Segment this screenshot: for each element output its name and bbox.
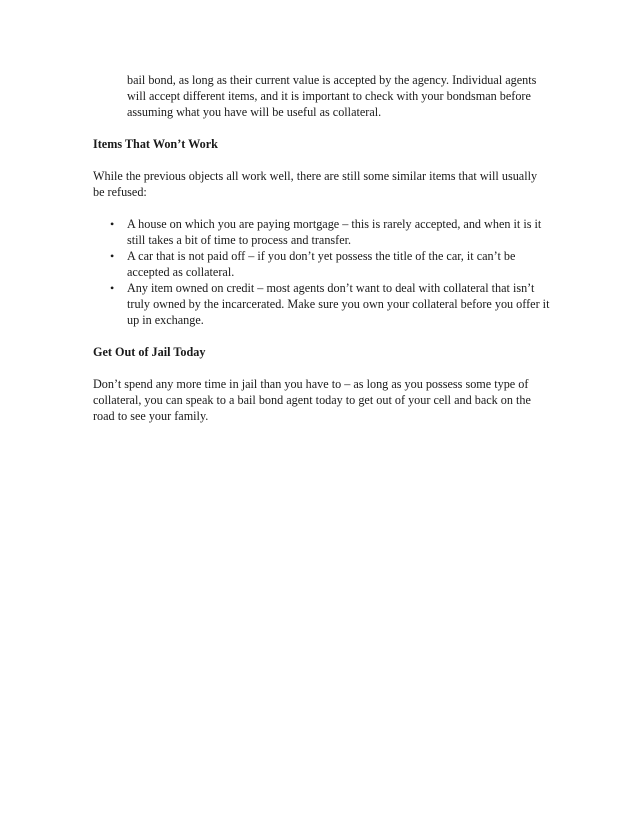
list-item-text: A house on which you are paying mortgage – this is rarely accepted, and when it is it still takes a bit of time to process and transfer. bbox=[127, 217, 542, 247]
bullet-icon: • bbox=[110, 281, 115, 295]
list-item bbox=[93, 248, 553, 280]
page-content bbox=[93, 72, 553, 424]
intro-paragraph: While the previous objects all work well, there are still some similar items that will usually be refused: bbox=[93, 169, 538, 199]
spacer bbox=[93, 360, 553, 376]
spacer bbox=[93, 328, 553, 344]
spacer bbox=[93, 152, 553, 168]
refused-items-list bbox=[93, 216, 553, 328]
list-item-text: Any item owned on credit – most agents don’t want to deal with collateral that isn’t truly owned by the incarcerated. Make sure you own your collateral before you offer it up in exchange. bbox=[127, 281, 550, 327]
list-item bbox=[93, 280, 553, 328]
heading-get-out-of-jail-today: Get Out of Jail Today bbox=[93, 345, 206, 359]
spacer bbox=[93, 120, 553, 136]
heading-items-that-wont-work: Items That Won’t Work bbox=[93, 137, 218, 151]
bullet-icon: • bbox=[110, 249, 115, 263]
bullet-icon: • bbox=[110, 217, 115, 231]
closing-paragraph: Don’t spend any more time in jail than you have to – as long as you possess some type of collateral, you can speak to a bail bond agent today to get out of your cell and back on the road to see your family. bbox=[93, 377, 531, 423]
spacer bbox=[93, 200, 553, 216]
list-item-text: A car that is not paid off – if you don’t yet possess the title of the car, it can’t be accepted as collateral. bbox=[127, 249, 516, 279]
continuation-paragraph: bail bond, as long as their current value is accepted by the agency. Individual agents will accept different items, and it is important to check with your bondsman before assuming what you have will be useful as collateral. bbox=[127, 73, 537, 119]
list-item bbox=[93, 216, 553, 248]
